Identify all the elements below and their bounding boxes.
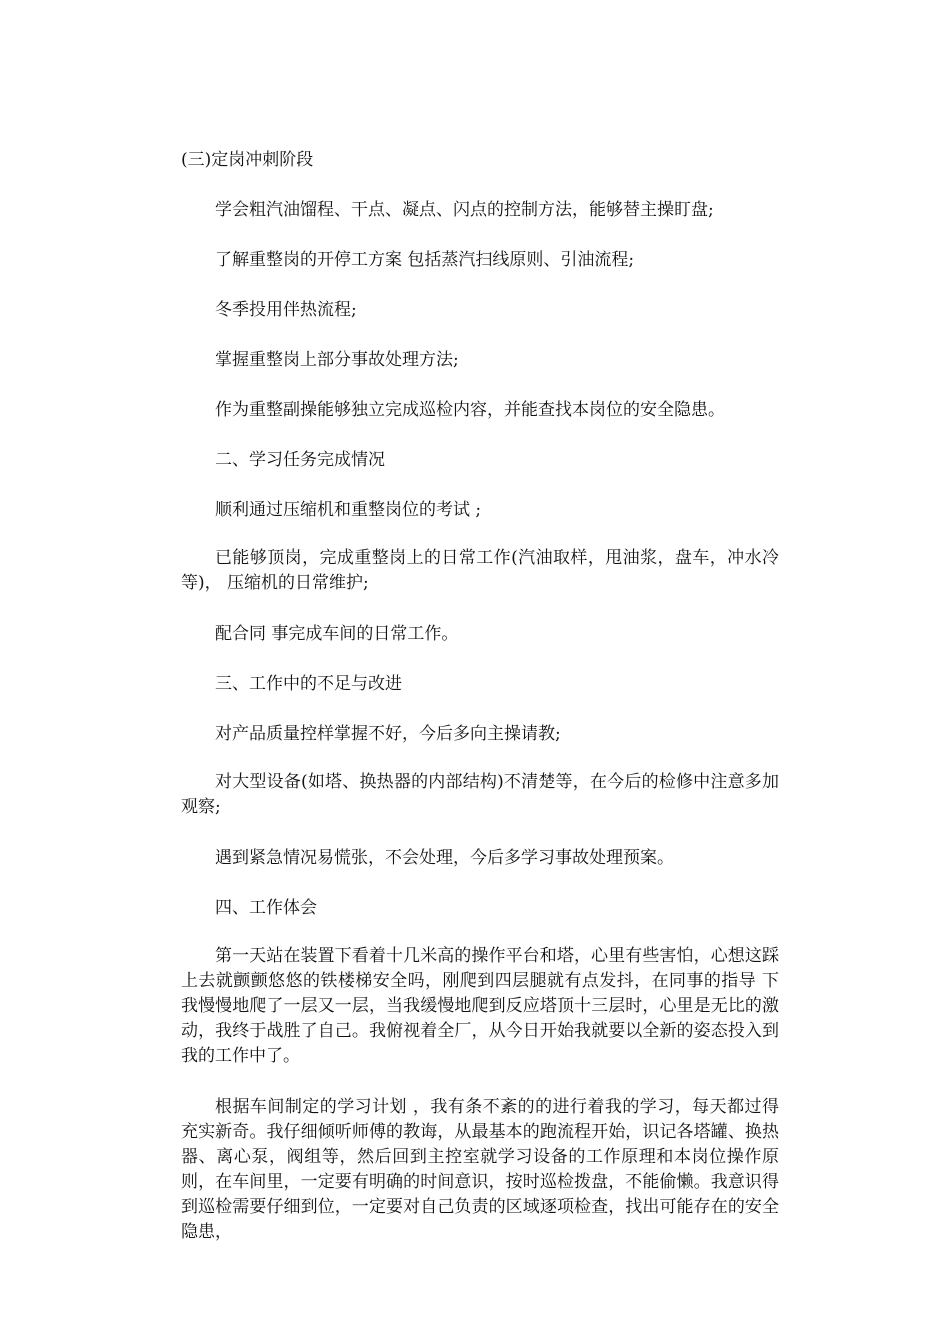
paragraph-line: 顺利通过压缩机和重整岗位的考试 ; — [215, 500, 482, 520]
paragraph-line: 配合同 事完成车间的日常工作。 — [215, 624, 459, 644]
section-heading-learning-tasks: 二、学习任务完成情况 — [215, 450, 385, 470]
paragraph-line: 学会粗汽油馏程、干点、凝点、闪点的控制方法，能够替主操盯盘; — [215, 200, 714, 220]
paragraph-study-plan: 根据车间制定的学习计划 ，我有条不紊的的进行着我的学习，每天都过得充实新奇。我仔细倾听师傅的教诲，从最基本的跑流程开始，识记各塔罐、换热器、离心泵，阀组等，然后回到主控室就学习设备的工作原理和本岗位操作原则，在车间里，一定要有明确的时间意识，按时巡检拨盘，不能偷懒。我意识得到巡检需要仔细到位，一定要对自己负责的区域逐项检查，找出可能存在的安全隐患， — [181, 1097, 779, 1242]
section-heading-experience: 四、工作体会 — [215, 898, 317, 918]
paragraph-line: 遇到紧急情况易慌张，不会处理，今后多学习事故处理预案。 — [215, 848, 674, 868]
paragraph: 已能够顶岗，完成重整岗上的日常工作(汽油取样，甩油浆，盘车，冲水冷等)， 压缩机的日常维护; — [181, 548, 779, 593]
paragraph-line: 掌握重整岗上部分事故处理方法; — [215, 350, 459, 370]
paragraph: 对大型设备(如塔、换热器的内部结构)不清楚等，在今后的检修中注意多加观察; — [181, 772, 779, 817]
paragraph-line: 了解重整岗的开停工方案 包括蒸汽扫线原则、引油流程; — [215, 250, 635, 270]
paragraph-line: 对产品质量控样掌握不好，今后多向主操请教; — [215, 724, 561, 744]
paragraph-line: 冬季投用伴热流程; — [215, 300, 357, 320]
paragraph-first-day: 第一天站在装置下看着十几米高的操作平台和塔，心里有些害怕，心想这踩上去就颤颤悠悠的铁楼梯安全吗，刚爬到四层腿就有点发抖，在同事的指导 下我慢慢地爬了一层又一层，当我缓慢地爬到反应塔顶十三层时，心里是无比的激动，我终于战胜了自己。我俯视着全厂，从今日开始我就要以全新的姿态投入到我的工作中了。 — [181, 946, 779, 1066]
section-heading-stage-3: (三)定岗冲刺阶段 — [181, 150, 314, 170]
paragraph-line: 作为重整副操能够独立完成巡检内容，并能查找本岗位的安全隐患。 — [215, 400, 725, 420]
section-heading-shortcomings: 三、工作中的不足与改进 — [215, 674, 402, 694]
